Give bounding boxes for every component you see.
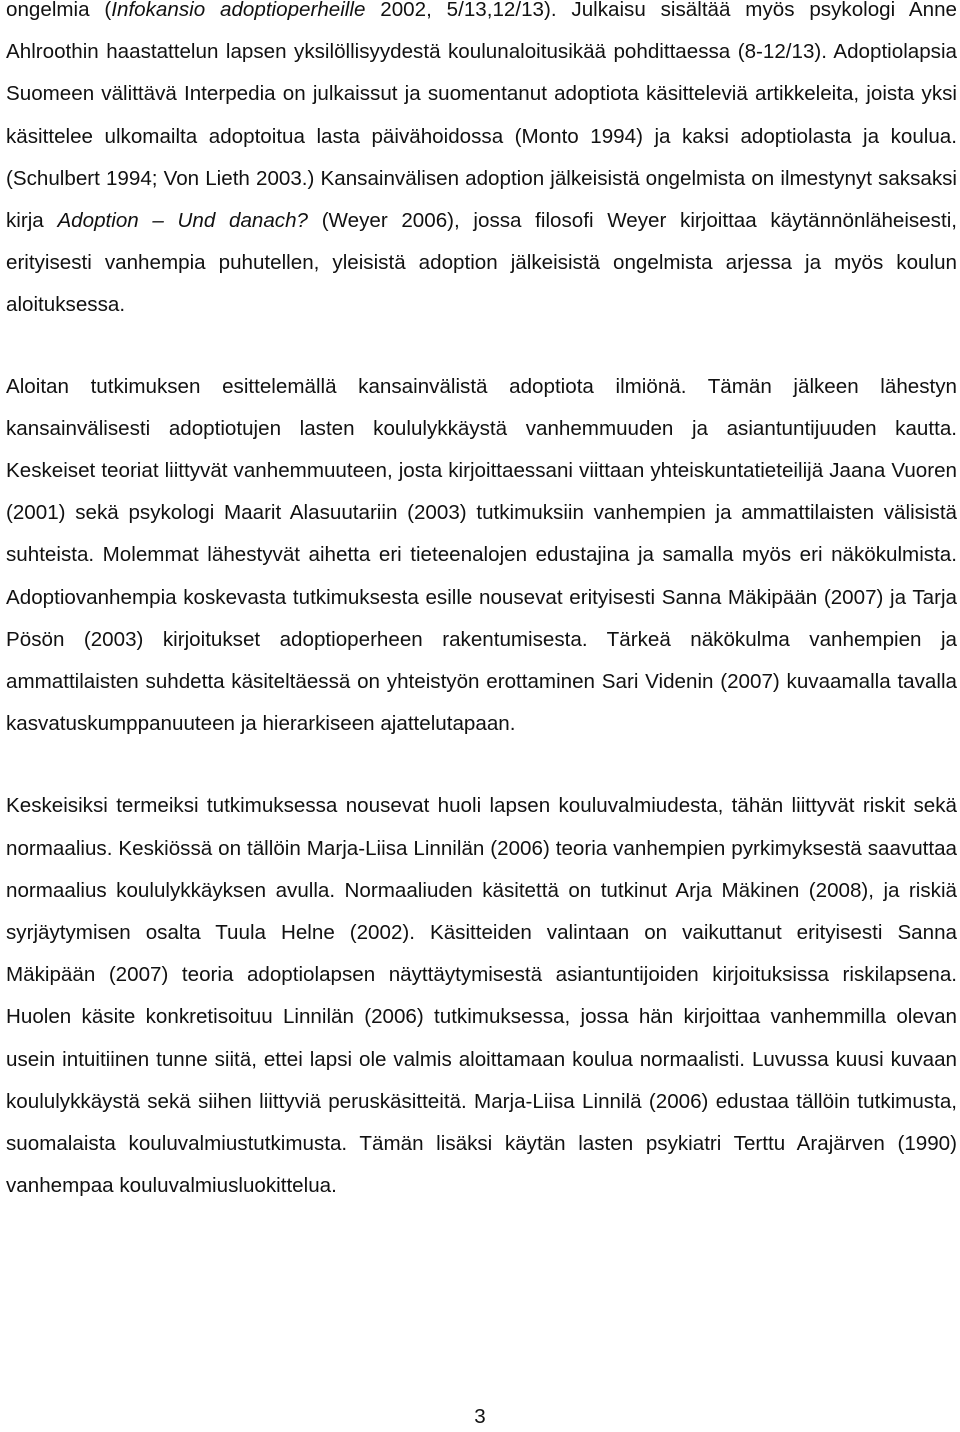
document-page: [6, 0, 957, 1207]
italic-title-adoption-und-danach: Adoption – Und danach?: [57, 209, 309, 233]
paragraph-2: [6, 366, 957, 746]
page-number: 3: [474, 1405, 486, 1428]
text-run: (Weyer 2006), jossa filosofi Weyer kirjoittaa käytännönläheisesti, erityisesti vanhempia puhutellen, yleisistä adoption jälkeisistä ongelmista arjessa ja myös koulun aloituksessa.: [6, 209, 957, 317]
paragraph-3: [6, 785, 957, 1207]
text-run: Keskeisiksi termeiksi tutkimuksessa nousevat huoli lapsen kouluvalmiudesta, tähän liittyvät riskit sekä normaalius. Keskiössä on tällöin Marja-Liisa Linnilän (2006) teoria vanhempien pyrkimyksestä saavuttaa normaalius koululykkäyksen avulla. Normaaliuden käsitettä on tutkinut Arja Mäkinen (2008), ja riskiä syrjäytymisen osalta Tuula Helne (2002). Käsitteiden valintaan on vaikuttanut erityisesti Sanna Mäkipään (2007) teoria adoptiolapsen näyttäytymisestä asiantuntijoiden kirjoituksissa riskilapsena. Huolen käsite konkretisoituu Linnilän (2006) tutkimuksessa, jossa hän kirjoittaa vanhemmilla olevan usein intuitiinen tunne siitä, ettei lapsi ole valmis aloittamaan koulua normaalisti. Luvussa kuusi kuvaan koululykkäystä sekä siihen liittyviä peruskäsitteitä. Marja-Liisa Linnilä (2006) edustaa tällöin tutkimusta, suomalaista kouluvalmiustutkimusta. Tämän lisäksi käytän lasten psykiatri Terttu Arajärven (1990) vanhempaa kouluvalmiusluokittelua.: [6, 794, 957, 1198]
text-run: Aloitan tutkimuksen esittelemällä kansainvälistä adoptiota ilmiönä. Tämän jälkeen lähestyn kansainvälisesti adoptiotujen lasten koululykkäystä vanhemmuuden ja asiantuntijuuden kautta. Keskeiset teoriat liittyvät vanhemmuuteen, josta kirjoittaessani viittaan yhteiskuntatieteilijä Jaana Vuoren (2001) sekä psykologi Maarit Alasuutariin (2003) tutkimuksiin vanhempien ja ammattilaisten välisistä suhteista. Molemmat lähestyvät aihetta eri tieteenalojen edustajina ja samalla myös eri näkökulmista. Adoptiovanhempia koskevasta tutkimuksesta esille nousevat erityisesti Sanna Mäkipään (2007) ja Tarja Pösön (2003) kirjoitukset adoptioperheen rakentumisesta. Tärkeä näkökulma vanhempien ja ammattilaisten suhdetta käsiteltäessä on yhteistyön erottaminen Sari Videnin (2007) kuvaamalla tavalla kasvatuskumppanuuteen ja hierarkiseen ajattelutapaan.: [6, 374, 957, 736]
text-run: ongelmia (: [6, 0, 112, 21]
italic-title-infokansio: Infokansio adoptioperheille: [111, 0, 366, 21]
paragraph-1: [6, 0, 957, 327]
text-run: 2002, 5/13,12/13). Julkaisu sisältää myös psykologi Anne Ahlroothin haastattelun lapsen yksilöllisyydestä koulunaloitusikää pohdittaessa (8-12/13). Adoptiolapsia Suomeen välittävä Interpedia on julkaissut ja suomentanut adoptiota käsitteleviä artikkeleita, joista yksi käsittelee ulkomailta adoptoitua lasta päivähoidossa (Monto 1994) ja kaksi adoptiolasta ja koulua. (Schulbert 1994; Von Lieth 2003.) Kansainvälisen adoption jälkeisistä ongelmista on ilmestynyt saksaksi kirja: [6, 0, 958, 233]
